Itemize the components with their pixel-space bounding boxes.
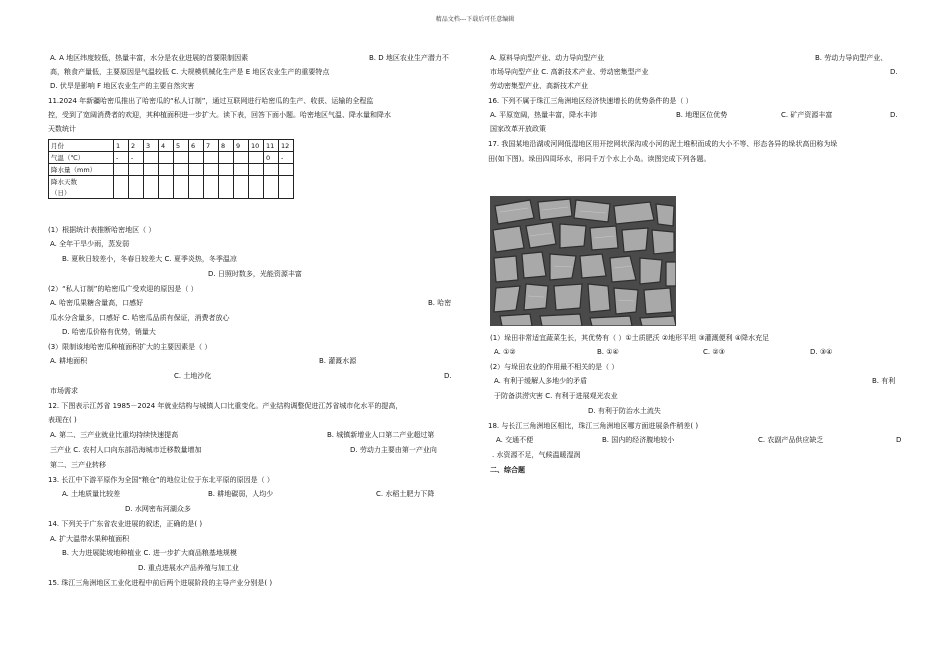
table-cell: 2 <box>129 140 144 152</box>
table-cell <box>159 164 174 176</box>
table-cell <box>219 176 234 188</box>
q10-option-a: A. A 地区纬度较低，热量丰富，水分是农业进展的首要限制因素 <box>50 54 249 62</box>
q11-sub3-d: D. <box>444 372 452 380</box>
table-cell <box>159 152 174 164</box>
q18-d: D <box>896 436 902 444</box>
table-cell: 0 <box>264 152 279 164</box>
q18-stem: 18. 与长江三角洲地区相比，珠江三角洲地区哪方面进展条件稍差( ) <box>488 422 699 430</box>
q17-sub2-stem: (2）与垛田农业的作用最不相关的是（ ） <box>490 363 619 371</box>
table-cell: 9 <box>234 140 249 152</box>
table-cell: 11 <box>264 140 279 152</box>
q12-a: A. 第二、三产业就业比重均持续快速提高 <box>50 431 179 439</box>
table-cell: 气温（℃） <box>49 152 114 164</box>
q14-stem: 14. 下列关于广东省农业进展的叙述，正确的是( ) <box>48 520 203 528</box>
q10-option-d: D. 伏旱是影响 F 地区农业生产的主要自然灾害 <box>50 82 195 90</box>
table-row <box>49 140 294 152</box>
table-cell <box>144 176 159 188</box>
q13-stem: 13. 长江中下游平原作为全国“粮仓”的地位让位于东北平原的原因是（ ） <box>48 476 274 484</box>
q13-a: A. 土地质量比较差 <box>62 490 121 498</box>
q11-sub3-c: C. 土地沙化 <box>174 372 212 380</box>
q16-b: B. 地理区位优势 <box>676 111 728 119</box>
table-cell <box>234 176 249 188</box>
table-cell: - <box>129 152 144 164</box>
table-cell <box>264 187 279 199</box>
q11-sub3-stem: (3）限制该地哈密瓜种植面积扩大的主要因素是（ ） <box>48 343 212 351</box>
table-cell: 4 <box>159 140 174 152</box>
q14-bc: B. 大力进展陡坡地种植业 C. 进一步扩大商品粮基地规模 <box>62 549 237 557</box>
q18-a: A. 交通不便 <box>496 436 534 444</box>
q11-sub1-stem: (1）根据统计表推断哈密地区（ ） <box>48 226 156 234</box>
q12-stem-2: 表现在( ) <box>48 416 77 424</box>
table-cell <box>189 176 204 188</box>
q12-bc: 三产业 C. 农村人口向东部沿海城市迁移数量增加 <box>50 446 202 454</box>
q15-d: D. <box>890 68 898 76</box>
table-cell: 降水量（mm） <box>49 164 114 176</box>
q15-d-cont: 劳动密集型产业、高新技术产业 <box>490 82 588 90</box>
table-cell: 降水天数 <box>49 176 114 188</box>
q17-sub2-d: D. 有利于防治水土流失 <box>588 407 661 415</box>
table-cell <box>249 187 264 199</box>
q18-c: C. 农副产品供应缺乏 <box>758 436 824 444</box>
table-cell <box>189 152 204 164</box>
q11-sub2-b: B. 哈密 <box>428 299 452 307</box>
q15-a: A. 原料导向型产业、动力导向型产业 <box>490 54 605 62</box>
q17-sub1-d: D. ③④ <box>810 348 833 356</box>
table-cell <box>279 187 294 199</box>
q13-c: C. 水稻土肥力下降 <box>376 490 435 498</box>
q17-sub1-b: B. ①④ <box>597 348 619 356</box>
table-cell <box>234 164 249 176</box>
q18-b: B. 国内的经济腹地较小 <box>602 436 675 444</box>
q11-stem-2: 控，受到了宽阔消费者的欢迎，其种植面积进一步扩大。读下表，回答下面小题。哈密地区气温、降水量和降水 <box>48 111 391 119</box>
table-cell <box>129 176 144 188</box>
q13-d: D. 水网密布河湖众多 <box>125 505 191 513</box>
table-cell: 8 <box>219 140 234 152</box>
table-cell <box>174 176 189 188</box>
page-header: 精品文档---下载后可任意编辑 <box>435 16 515 23</box>
q16-d: D. <box>890 111 898 119</box>
q11-sub1-bc: B. 夏秋日较差小，冬春日较差大 C. 夏季炎热，冬季温凉 <box>62 255 237 263</box>
table-cell <box>204 152 219 164</box>
q17-stem-2: 田(如下图)。垛田四周环水，形同千万个水上小岛。读图完成下列各题。 <box>488 155 711 163</box>
q14-d: D. 重点进展水产品养殖与加工业 <box>138 564 239 572</box>
q17-sub2-b: B. 有利 <box>872 377 896 385</box>
table-cell <box>174 164 189 176</box>
q16-d-cont: 国家改革开放政策 <box>490 125 546 133</box>
table-cell: 3 <box>144 140 159 152</box>
table-cell: （日） <box>49 187 114 199</box>
duotian-aerial-photo <box>490 196 676 326</box>
table-cell: 6 <box>189 140 204 152</box>
table-cell: - <box>114 152 129 164</box>
table-cell <box>249 152 264 164</box>
q12-stem-1: 12. 下图表示江苏省 1985－2024 年就业结构与城镇人口比重变化。产业结构调整促进江苏省城市化水平的提高， <box>48 402 403 410</box>
q11-stem-1: 11.2024 年新疆哈密瓜推出了哈密瓜的“私人订制”，通过互联网进行哈密瓜的生产、收获、运输的全程监 <box>48 97 374 105</box>
table-cell <box>234 187 249 199</box>
table-cell <box>159 176 174 188</box>
q17-sub1-c: C. ②③ <box>703 348 725 356</box>
q11-sub2-stem: (2）“私人订制”的哈密瓜广受欢迎的原因是（ ） <box>48 285 198 293</box>
table-cell <box>129 187 144 199</box>
table-cell <box>144 187 159 199</box>
table-row <box>49 152 294 164</box>
q17-sub1-stem: (1）垛田非常适宜蔬菜生长，其优势有（ ）①土质肥沃 ②地形平坦 ③灌溉便利 ④降水充足 <box>490 334 770 342</box>
q17-stem-1: 17. 我国某地沿湖或河网低湿地区用开挖网状深沟或小河的泥土堆积而成的大小不等、形态各异的垛状高田称为垛 <box>488 140 838 148</box>
table-cell <box>204 187 219 199</box>
q11-sub3-d-cont: 市场需求 <box>50 387 78 395</box>
table-cell <box>279 164 294 176</box>
q17-sub2-bc: 于防备洪涝灾害 C. 有利于进展观光农业 <box>494 392 618 400</box>
table-cell <box>114 164 129 176</box>
q11-sub3-a: A. 耕地面积 <box>50 357 88 365</box>
table-row <box>49 176 294 188</box>
table-cell <box>144 152 159 164</box>
table-cell <box>189 187 204 199</box>
table-cell <box>129 164 144 176</box>
table-cell: 月份 <box>49 140 114 152</box>
q12-b: B. 城镇新增业人口第二产业超过第 <box>327 431 435 439</box>
table-cell: 7 <box>204 140 219 152</box>
q16-a: A. 平原宽阔，热量丰富，降水丰沛 <box>490 111 598 119</box>
table-cell <box>204 176 219 188</box>
q11-sub2-d: D. 哈密瓜价格有优势，销量大 <box>62 328 156 336</box>
table-cell <box>264 164 279 176</box>
table-cell <box>219 187 234 199</box>
q15-b: B. 劳动力导向型产业、 <box>815 54 888 62</box>
table-cell <box>264 176 279 188</box>
table-cell <box>189 164 204 176</box>
q14-a: A. 扩大温带水果种植面积 <box>50 535 130 543</box>
q16-stem: 16. 下列不属于珠江三角洲地区经济快速增长的优势条件的是（ ） <box>488 97 693 105</box>
table-cell <box>219 152 234 164</box>
table-cell <box>234 152 249 164</box>
q15-stem: 15. 珠江三角洲地区工业化进程中前后两个进展阶段的主导产业分别是( ) <box>48 579 273 587</box>
climate-table <box>48 139 294 199</box>
table-cell <box>174 152 189 164</box>
table-cell <box>204 164 219 176</box>
q12-d-cont: 第二、三产业转移 <box>50 461 106 469</box>
table-cell <box>249 176 264 188</box>
q18-d-cont: . 水资源不足，气候温暖湿润 <box>492 451 581 459</box>
table-cell: 10 <box>249 140 264 152</box>
q13-b: B. 耕地碳弱，人均少 <box>208 490 274 498</box>
table-cell <box>279 176 294 188</box>
table-cell <box>249 164 264 176</box>
table-cell: 1 <box>114 140 129 152</box>
q11-sub3-b: B. 灌溉水源 <box>319 357 357 365</box>
table-cell: 12 <box>279 140 294 152</box>
table-cell <box>114 176 129 188</box>
q11-sub1-d: D. 日照时数多，光能资源丰富 <box>208 270 302 278</box>
table-cell <box>114 187 129 199</box>
table-cell <box>174 187 189 199</box>
table-row <box>49 187 294 199</box>
q12-d: D. 劳动力主要由第一产业向 <box>350 446 437 454</box>
q11-sub1-a: A. 全年干旱少雨，蒸发弱 <box>50 240 130 248</box>
table-cell <box>219 164 234 176</box>
table-cell: - <box>279 152 294 164</box>
table-cell: 5 <box>174 140 189 152</box>
q11-sub2-bc: 瓜水分含量多，口感好 C. 哈密瓜品质有保证，消费者放心 <box>50 314 230 322</box>
table-cell <box>144 164 159 176</box>
q10-option-b-c: 高，粮食产量低，主要原因是气温较低 C. 大规模机械化生产是 E 地区农业生产的重要特点 <box>50 68 330 76</box>
section-heading: 二、综合题 <box>490 466 525 474</box>
q17-sub2-a: A. 有利于缓解人多地少的矛盾 <box>494 377 588 385</box>
q11-sub2-a: A. 哈密瓜果糖含量高，口感好 <box>50 299 144 307</box>
q15-bc: 市场导向型产业 C. 高新技术产业、劳动密集型产业 <box>490 68 649 76</box>
table-cell <box>159 187 174 199</box>
q10-option-b: B. D 地区农业生产潜力不 <box>369 54 449 62</box>
q16-c: C. 矿产资源丰富 <box>781 111 833 119</box>
q17-sub1-a: A. ①② <box>494 348 516 356</box>
q11-stem-3: 天数统计 <box>48 125 76 133</box>
table-row <box>49 164 294 176</box>
